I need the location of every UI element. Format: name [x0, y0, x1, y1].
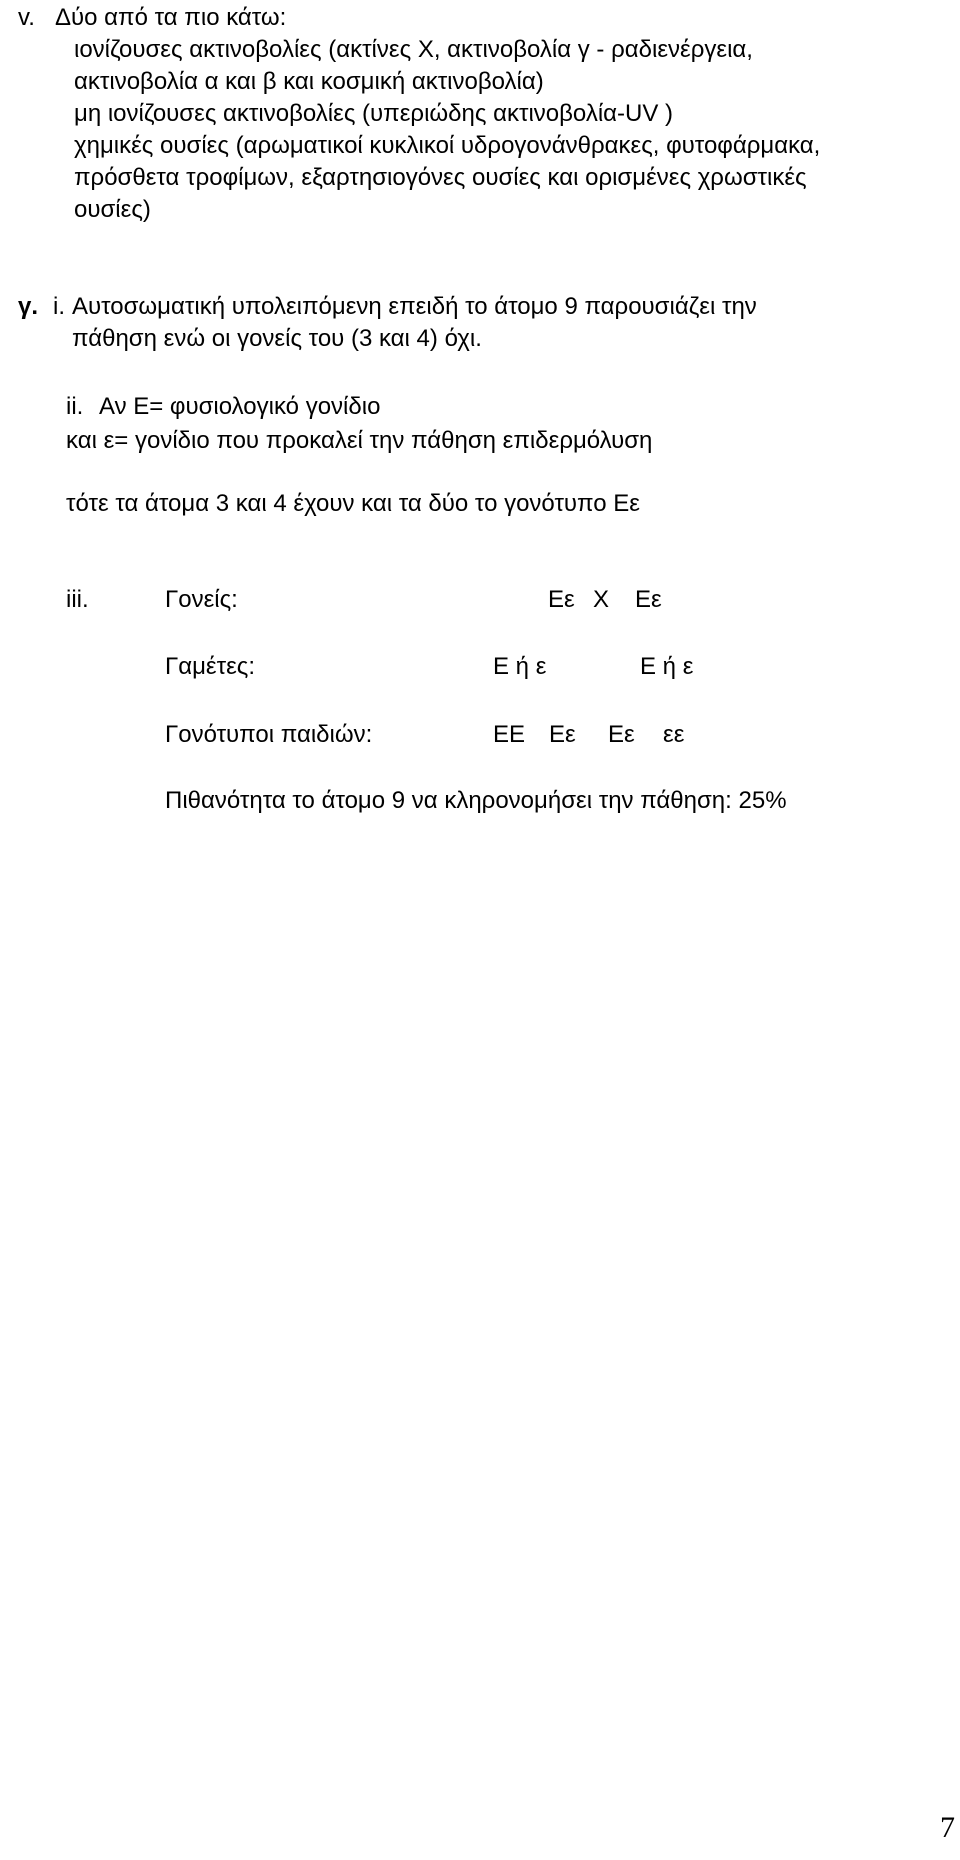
section-v-line: ακτινοβολία α και β και κοσμική ακτινοβολία): [74, 68, 544, 95]
child-genotype: Εε: [608, 721, 635, 748]
section-v-line: πρόσθετα τροφίμων, εξαρτησιογόνες ουσίες και ορισμένες χρωστικές: [74, 164, 807, 191]
gametes-label: Γαμέτες:: [165, 653, 256, 680]
page-number: 7: [940, 1811, 955, 1844]
part-ii-line: και ε= γονίδιο που προκαλεί την πάθηση επιδερμόλυση: [66, 427, 653, 454]
part-iii-label: iii.: [66, 586, 89, 613]
section-v-line: ιονίζουσες ακτινοβολίες (ακτίνες Χ, ακτινοβολία γ - ραδιενέργεια,: [74, 36, 753, 63]
section-v-heading: Δύο από τα πιο κάτω:: [55, 4, 287, 31]
child-genotype: εε: [663, 721, 685, 748]
gamete-set: Ε ή ε: [640, 653, 694, 680]
section-v-line: χημικές ουσίες (αρωματικοί κυκλικοί υδρογονάνθρακες, φυτοφάρμακα,: [74, 132, 821, 159]
section-v-line: ουσίες): [74, 196, 151, 223]
part-i-line: Αυτοσωματική υπολειπόμενη επειδή το άτομο 9 παρουσιάζει την: [72, 293, 757, 320]
child-genotype: Εε: [549, 721, 576, 748]
children-label: Γονότυποι παιδιών:: [165, 721, 373, 748]
part-ii-line: Αν Ε= φυσιολογικό γονίδιο: [99, 393, 381, 420]
part-i-line: πάθηση ενώ οι γονείς του (3 και 4) όχι.: [72, 325, 482, 352]
cross-symbol: Χ: [593, 586, 610, 613]
gamete-set: Ε ή ε: [493, 653, 547, 680]
section-v-line: μη ιονίζουσες ακτινοβολίες (υπεριώδης ακτινοβολία-UV ): [74, 100, 674, 127]
part-ii-line: τότε τα άτομα 3 και 4 έχουν και τα δύο το γονότυπο Εε: [66, 490, 640, 517]
parents-label: Γονείς:: [165, 586, 238, 613]
part-i-label: i.: [53, 293, 65, 320]
section-c-marker: γ.: [18, 293, 39, 320]
child-genotype: ΕΕ: [493, 721, 526, 748]
section-v-marker: v.: [18, 4, 35, 31]
parent-genotype: Εε: [635, 586, 662, 613]
part-ii-label: ii.: [66, 393, 84, 420]
parent-genotype: Εε: [548, 586, 575, 613]
probability-statement: Πιθανότητα το άτομο 9 να κληρονομήσει την πάθηση: 25%: [165, 787, 787, 814]
